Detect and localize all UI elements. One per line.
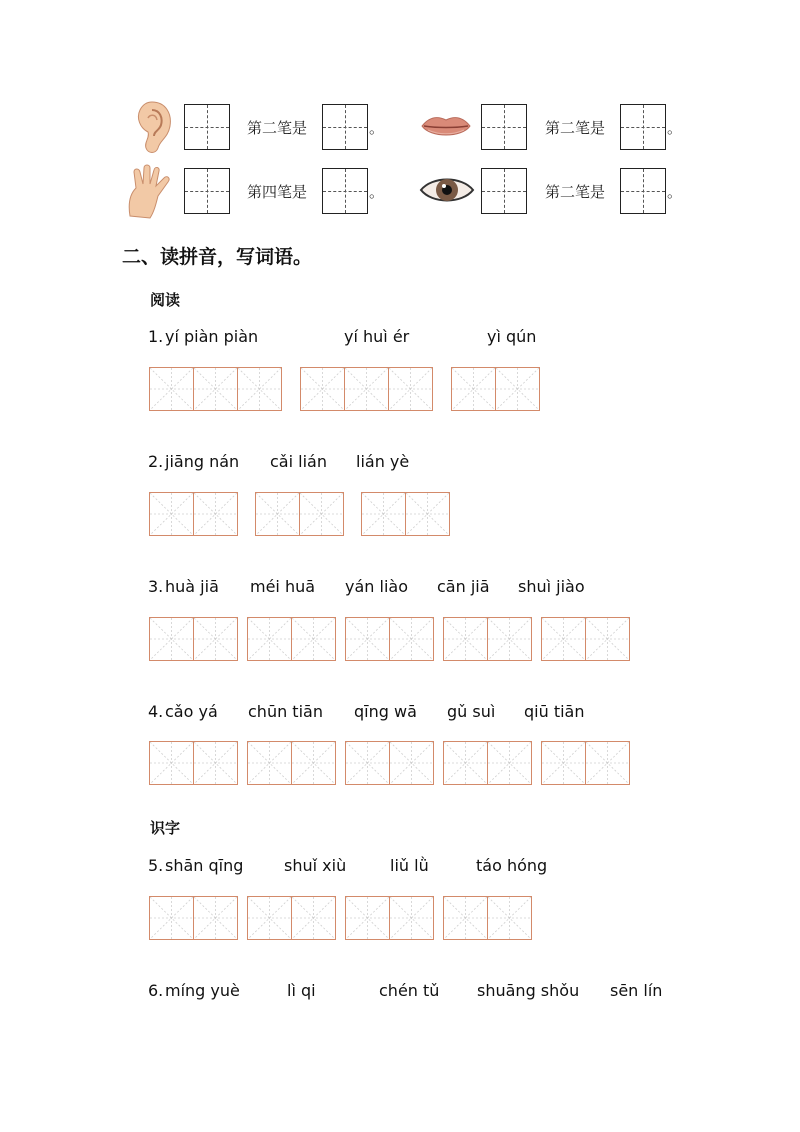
writing-grid-group: [149, 896, 238, 940]
writing-cell[interactable]: [389, 741, 434, 785]
writing-cell[interactable]: [345, 741, 390, 785]
pinyin-word: táo hóng: [476, 856, 548, 875]
pinyin-word: sēn lín: [610, 981, 663, 1000]
writing-cell[interactable]: [149, 617, 194, 661]
pinyin-word: qīng wā: [354, 702, 417, 721]
hand-icon: [124, 164, 178, 220]
writing-grid-group: [541, 617, 630, 661]
writing-cell[interactable]: [389, 896, 434, 940]
writing-grid-group: [443, 896, 532, 940]
answer-grid[interactable]: [481, 104, 527, 150]
writing-cell[interactable]: [443, 617, 488, 661]
writing-cell[interactable]: [405, 492, 450, 536]
writing-cell[interactable]: [291, 741, 336, 785]
writing-cell[interactable]: [193, 741, 238, 785]
pinyin-word: yí piàn piàn: [165, 327, 259, 346]
pinyin-word: yí huì ér: [344, 327, 410, 346]
period: 。: [369, 183, 385, 201]
pinyin-word: lián yè: [356, 452, 410, 471]
writing-grid-group: [255, 492, 344, 536]
writing-grid-group: [345, 896, 434, 940]
writing-cell[interactable]: [299, 492, 344, 536]
writing-grid-group: [541, 741, 630, 785]
pinyin-word: cǎo yá: [165, 702, 218, 721]
pinyin-word: chén tǔ: [379, 981, 440, 1000]
stroke-label: 第二笔是: [247, 119, 308, 137]
pinyin-word: yì qún: [487, 327, 537, 346]
answer-grid[interactable]: [322, 104, 368, 150]
pinyin-word: chūn tiān: [248, 702, 323, 721]
writing-cell[interactable]: [487, 741, 532, 785]
writing-cell[interactable]: [193, 367, 238, 411]
writing-cell[interactable]: [291, 896, 336, 940]
section-title: 二、读拼音，写词语。: [122, 246, 313, 268]
answer-grid[interactable]: [620, 168, 666, 214]
mouth-icon: [418, 108, 474, 144]
pinyin-word: cān jiā: [437, 577, 490, 596]
writing-cell[interactable]: [247, 896, 292, 940]
answer-grid[interactable]: [184, 168, 230, 214]
answer-grid[interactable]: [184, 104, 230, 150]
writing-grid-group: [247, 741, 336, 785]
writing-grid-group: [451, 367, 540, 411]
item-number: 5.: [148, 856, 164, 875]
writing-cell[interactable]: [193, 617, 238, 661]
period: 。: [667, 119, 683, 137]
period: 。: [667, 183, 683, 201]
writing-grid-group: [247, 617, 336, 661]
pinyin-word: lì qi: [287, 981, 316, 1000]
writing-cell[interactable]: [291, 617, 336, 661]
pinyin-word: shuǐ xiù: [284, 856, 347, 875]
writing-cell[interactable]: [300, 367, 345, 411]
writing-cell[interactable]: [149, 367, 194, 411]
writing-grid-group: [443, 741, 532, 785]
ear-icon: [130, 98, 174, 156]
writing-cell[interactable]: [495, 367, 540, 411]
writing-cell[interactable]: [149, 896, 194, 940]
writing-cell[interactable]: [541, 741, 586, 785]
writing-cell[interactable]: [443, 741, 488, 785]
writing-cell[interactable]: [585, 741, 630, 785]
writing-grid-group: [345, 617, 434, 661]
writing-grid-group: [300, 367, 433, 411]
writing-cell[interactable]: [255, 492, 300, 536]
writing-cell[interactable]: [149, 492, 194, 536]
writing-cell[interactable]: [193, 492, 238, 536]
pinyin-word: míng yuè: [165, 981, 240, 1000]
pinyin-word: qiū tiān: [524, 702, 585, 721]
pinyin-word: yán liào: [345, 577, 408, 596]
writing-cell[interactable]: [487, 617, 532, 661]
pinyin-word: shān qīng: [165, 856, 244, 875]
stroke-label: 第四笔是: [247, 183, 308, 201]
period: 。: [369, 119, 385, 137]
stroke-label: 第二笔是: [545, 119, 606, 137]
writing-grid-group: [149, 741, 238, 785]
item-number: 6.: [148, 981, 164, 1000]
item-number: 3.: [148, 577, 164, 596]
writing-grid-group: [443, 617, 532, 661]
pinyin-word: gǔ suì: [447, 702, 496, 721]
writing-cell[interactable]: [345, 617, 390, 661]
writing-cell[interactable]: [443, 896, 488, 940]
writing-grid-group: [149, 367, 282, 411]
writing-cell[interactable]: [247, 617, 292, 661]
writing-grid-group: [149, 492, 238, 536]
writing-cell[interactable]: [237, 367, 282, 411]
writing-grid-group: [149, 617, 238, 661]
pinyin-word: méi huā: [250, 577, 316, 596]
subsection-literacy: 识字: [150, 819, 181, 837]
writing-grid-group: [247, 896, 336, 940]
writing-cell[interactable]: [247, 741, 292, 785]
writing-grid-group: [345, 741, 434, 785]
writing-cell[interactable]: [451, 367, 496, 411]
answer-grid[interactable]: [481, 168, 527, 214]
eye-icon: [418, 170, 476, 210]
writing-cell[interactable]: [149, 741, 194, 785]
writing-cell[interactable]: [389, 617, 434, 661]
item-number: 4.: [148, 702, 164, 721]
answer-grid[interactable]: [620, 104, 666, 150]
writing-cell[interactable]: [345, 896, 390, 940]
writing-cell[interactable]: [193, 896, 238, 940]
item-number: 2.: [148, 452, 164, 471]
pinyin-word: huà jiā: [165, 577, 219, 596]
writing-cell[interactable]: [361, 492, 406, 536]
pinyin-word: cǎi lián: [270, 452, 327, 471]
answer-grid[interactable]: [322, 168, 368, 214]
writing-cell[interactable]: [541, 617, 586, 661]
stroke-label: 第二笔是: [545, 183, 606, 201]
pinyin-word: jiāng nán: [165, 452, 240, 471]
writing-cell[interactable]: [585, 617, 630, 661]
pinyin-word: shuāng shǒu: [477, 981, 580, 1000]
writing-cell[interactable]: [487, 896, 532, 940]
item-number: 1.: [148, 327, 164, 346]
writing-grid-group: [361, 492, 450, 536]
writing-cell[interactable]: [388, 367, 433, 411]
subsection-reading: 阅读: [150, 291, 181, 309]
writing-cell[interactable]: [344, 367, 389, 411]
pinyin-word: liǔ lǜ: [390, 856, 429, 875]
pinyin-word: shuì jiào: [518, 577, 585, 596]
